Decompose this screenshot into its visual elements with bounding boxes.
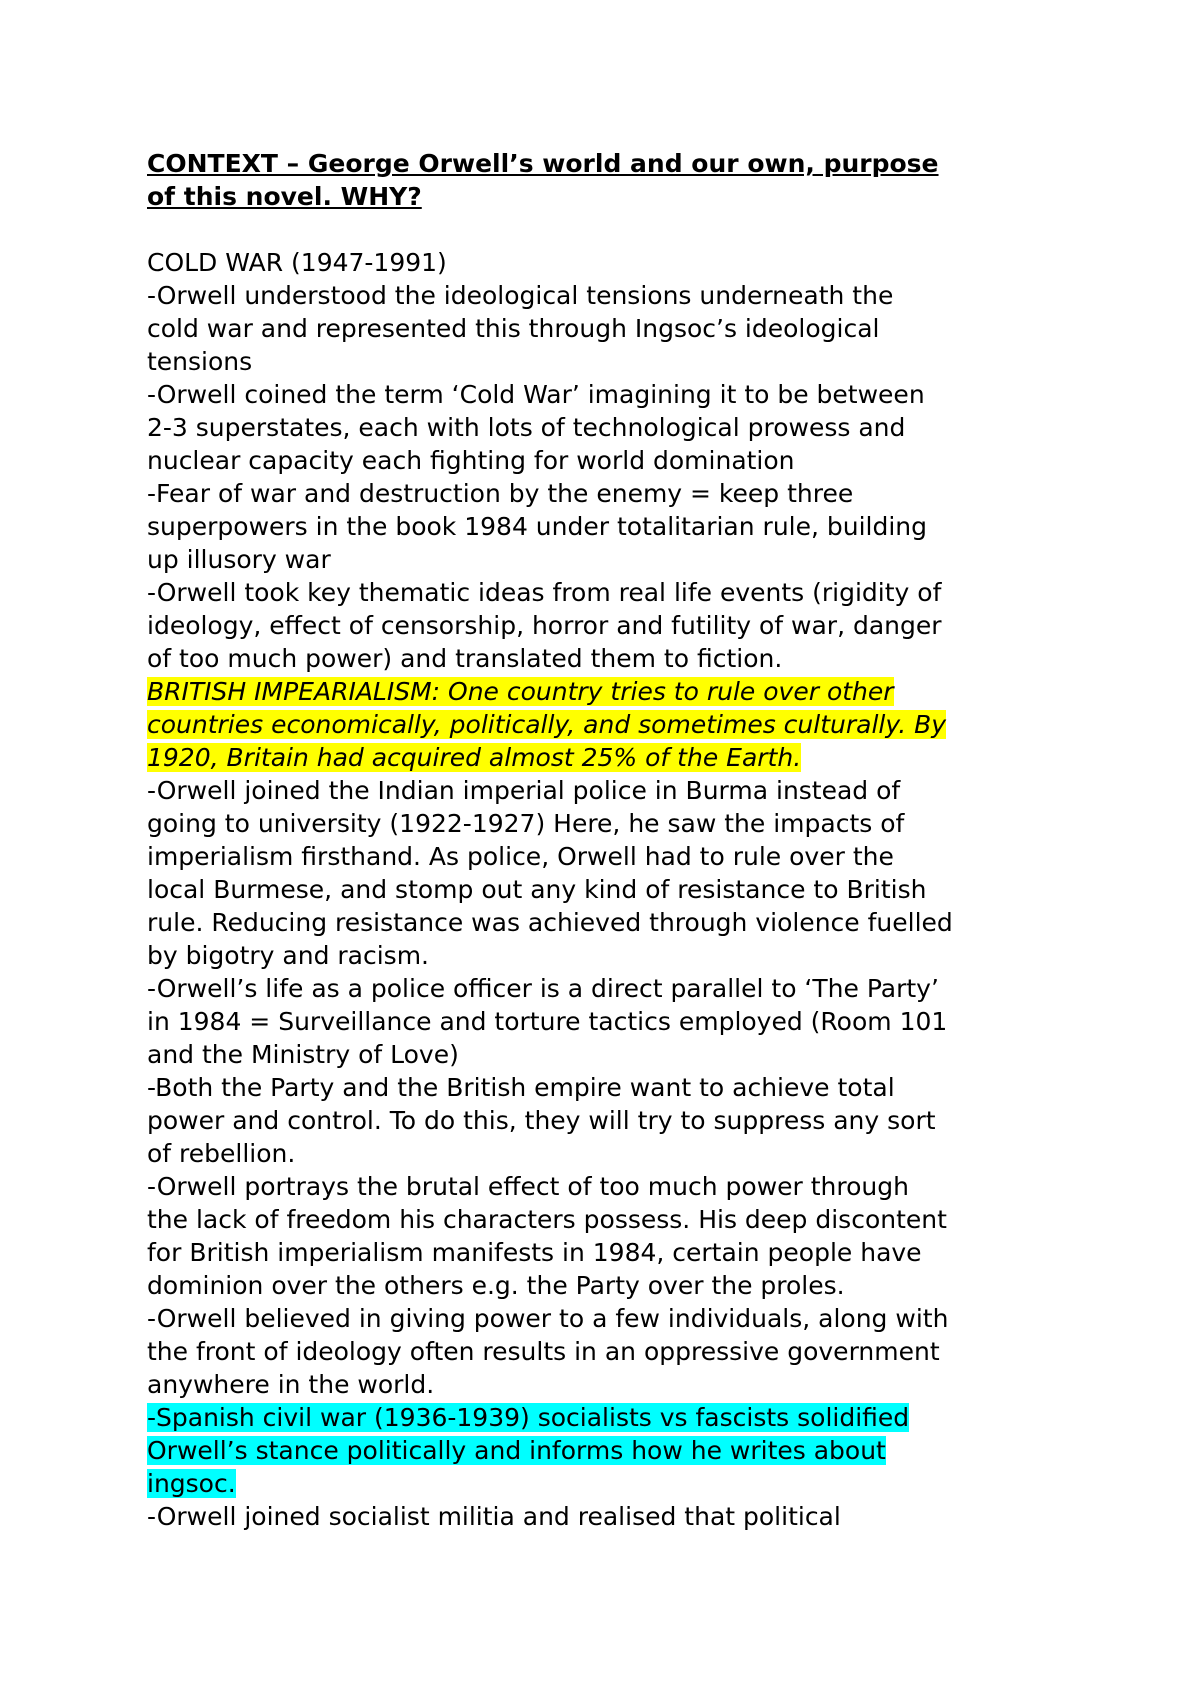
paragraph-line [147, 477, 1067, 510]
line-text: -Orwell took key thematic ideas from real life events (rigidity of [147, 578, 942, 607]
paragraph-line [147, 708, 1067, 741]
paragraph-line [147, 774, 1067, 807]
paragraph-line [147, 576, 1067, 609]
paragraph [147, 477, 1067, 576]
paragraph-line [147, 312, 1067, 345]
paragraph-line [147, 1005, 1067, 1038]
line-text: dominion over the others e.g. the Party over the proles. [147, 1271, 845, 1300]
paragraph-line [147, 1203, 1067, 1236]
line-text: -Fear of war and destruction by the enemy = keep three [147, 479, 854, 508]
line-text: the front of ideology often results in an oppressive government [147, 1337, 940, 1366]
paragraph [147, 972, 1067, 1071]
line-text: BRITISH IMPEARIALISM: One country tries to rule over other [147, 677, 894, 706]
paragraph-line [147, 807, 1067, 840]
line-text: ideology, effect of censorship, horror and futility of war, danger [147, 611, 942, 640]
paragraph-list [147, 279, 1067, 1533]
line-text: -Orwell believed in giving power to a few individuals, along with [147, 1304, 949, 1333]
line-text: -Orwell coined the term ‘Cold War’ imagining it to be between [147, 380, 925, 409]
line-text: anywhere in the world. [147, 1370, 435, 1399]
line-text: and the Ministry of Love) [147, 1040, 459, 1069]
paragraph-line [147, 345, 1067, 378]
paragraph-line [147, 609, 1067, 642]
line-text: going to university (1922-1927) Here, he saw the impacts of [147, 809, 905, 838]
line-text: imperialism firsthand. As police, Orwell had to rule over the [147, 842, 894, 871]
line-text: ingsoc. [147, 1469, 236, 1498]
paragraph-line [147, 1401, 1067, 1434]
line-text: -Orwell portrays the brutal effect of too much power through [147, 1172, 909, 1201]
line-text: tensions [147, 347, 253, 376]
line-text: power and control. To do this, they will try to suppress any sort [147, 1106, 936, 1135]
line-text: superpowers in the book 1984 under totalitarian rule, building [147, 512, 928, 541]
paragraph [147, 1302, 1067, 1401]
line-text: 1920, Britain had acquired almost 25% of the Earth. [147, 743, 802, 772]
paragraph-line [147, 444, 1067, 477]
line-text: of rebellion. [147, 1139, 296, 1168]
line-text: -Both the Party and the British empire want to achieve total [147, 1073, 895, 1102]
paragraph-line [147, 1104, 1067, 1137]
document-title [147, 147, 1067, 213]
paragraph-line [147, 279, 1067, 312]
paragraph-line [147, 873, 1067, 906]
line-text: -Orwell joined socialist militia and realised that political [147, 1502, 841, 1531]
paragraph [147, 1170, 1067, 1302]
paragraph-line [147, 1137, 1067, 1170]
paragraph-line [147, 1170, 1067, 1203]
line-text: 2-3 superstates, each with lots of technological prowess and [147, 413, 906, 442]
line-text: the lack of freedom his characters possess. His deep discontent [147, 1205, 947, 1234]
paragraph-line [147, 741, 1067, 774]
section-heading: COLD WAR (1947-1991) [147, 248, 447, 277]
line-text: in 1984 = Surveillance and torture tactics employed (Room 101 [147, 1007, 948, 1036]
line-text: Orwell’s stance politically and informs how he writes about [147, 1436, 886, 1465]
paragraph-line [147, 1071, 1067, 1104]
title-line-1: CONTEXT – George Orwell’s world and our own, purpose [147, 149, 939, 178]
line-text: by bigotry and racism. [147, 941, 430, 970]
paragraph-line [147, 543, 1067, 576]
line-text: countries economically, politically, and sometimes culturally. By [147, 710, 947, 739]
paragraph-line [147, 906, 1067, 939]
paragraph-line [147, 1500, 1067, 1533]
paragraph [147, 774, 1067, 972]
paragraph-line [147, 1368, 1067, 1401]
paragraph-line [147, 840, 1067, 873]
highlighted-paragraph [147, 1401, 1067, 1500]
paragraph-line [147, 642, 1067, 675]
line-text: -Orwell joined the Indian imperial police in Burma instead of [147, 776, 901, 805]
paragraph-line [147, 1236, 1067, 1269]
paragraph-line [147, 1038, 1067, 1071]
line-text: up illusory war [147, 545, 331, 574]
paragraph-line [147, 1335, 1067, 1368]
paragraph-line [147, 1434, 1067, 1467]
paragraph [147, 378, 1067, 477]
line-text: for British imperialism manifests in 1984, certain people have [147, 1238, 922, 1267]
paragraph-line [147, 972, 1067, 1005]
line-text: rule. Reducing resistance was achieved through violence fuelled [147, 908, 953, 937]
line-text: cold war and represented this through Ingsoc’s ideological [147, 314, 880, 343]
document-body [147, 147, 1067, 1533]
spacer [147, 213, 1067, 246]
paragraph-line [147, 939, 1067, 972]
paragraph [147, 279, 1067, 378]
paragraph [147, 576, 1067, 675]
paragraph-line [147, 510, 1067, 543]
line-text: nuclear capacity each fighting for world domination [147, 446, 795, 475]
paragraph-line [147, 1467, 1067, 1500]
paragraph-line [147, 675, 1067, 708]
title-line-2: of this novel. WHY? [147, 182, 422, 211]
line-text: -Orwell’s life as a police officer is a direct parallel to ‘The Party’ [147, 974, 939, 1003]
paragraph [147, 1071, 1067, 1170]
line-text: local Burmese, and stomp out any kind of resistance to British [147, 875, 927, 904]
highlighted-paragraph [147, 675, 1067, 774]
line-text: -Spanish civil war (1936-1939) socialists vs fascists solidified [147, 1403, 910, 1432]
paragraph-line [147, 1269, 1067, 1302]
paragraph [147, 1500, 1067, 1533]
paragraph-line [147, 411, 1067, 444]
line-text: of too much power) and translated them to fiction. [147, 644, 783, 673]
paragraph-line [147, 1302, 1067, 1335]
line-text: -Orwell understood the ideological tensions underneath the [147, 281, 894, 310]
paragraph-line [147, 378, 1067, 411]
